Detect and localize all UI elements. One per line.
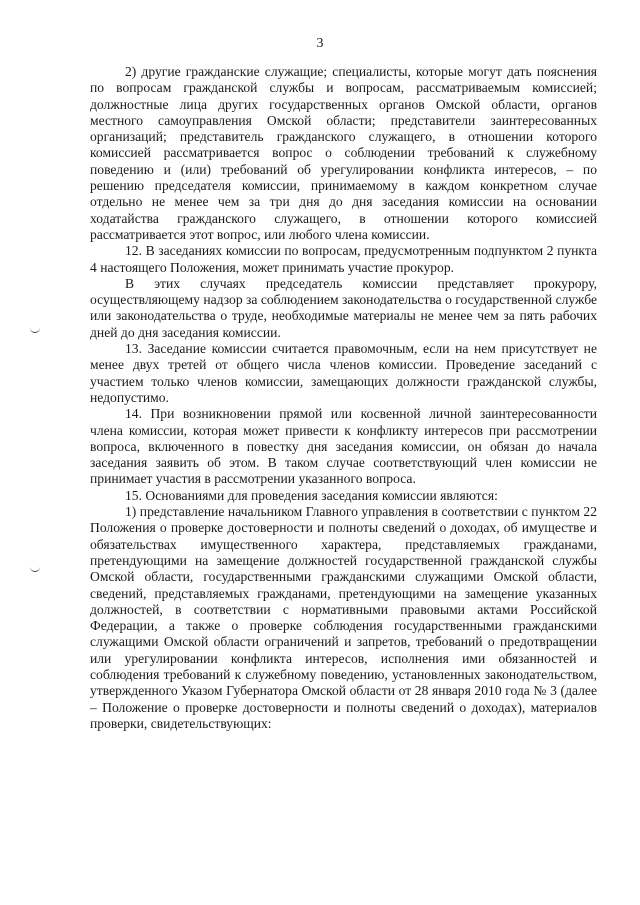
document-body xyxy=(90,64,597,732)
paragraph-12-prosecutor: 12. В заседаниях комиссии по вопросам, предусмотренным подпунктом 2 пункта 4 настоящего Положения, может принимать участие прокурор. xyxy=(90,243,597,275)
paragraph-14-conflict-of-interest: 14. При возникновении прямой или косвенной личной заинтересованности члена комиссии, которая может привести к конфликту интересов при рассмотрении вопроса, включенного в повестку дня заседания комиссии, он обязан до начала заседания заявить об этом. В таком случае соответствующий член комиссии не принимает участия в рассмотрении указанного вопроса. xyxy=(90,406,597,487)
binding-hole-mark xyxy=(30,566,40,572)
paragraph-chair-submits-materials: В этих случаях председатель комиссии представляет прокурору, осуществляющему надзор за соблюдением законодательства о государственной службе или законодательства о труде, необходимые материалы не менее чем за пять рабочих дней до дня заседания комиссии. xyxy=(90,275,597,340)
page-number: 3 xyxy=(316,36,324,51)
binding-hole-mark xyxy=(30,327,40,333)
paragraph-other-civil-servants: 2) другие гражданские служащие; специалисты, которые могут дать пояснения по вопросам гражданской службы и вопросам, рассматриваемым комиссией; должностные лица других государственных органов Омской области, органов местного самоуправления Омской области; представители заинтересованных организаций; представитель гражданского служащего, в отношении которого комиссией рассматривается вопрос о соблюдении требований к служебному поведению и (или) требований об урегулировании конфликта интересов, – по решению председателя комиссии, принимаемому в каждом конкретном случае отдельно не менее чем за три дня до дня заседания комиссии на основании ходатайства гражданского служащего, в отношении которого комиссией рассматривается этот вопрос, или любого члена комиссии. xyxy=(90,64,597,242)
paragraph-15-1-submission: 1) представление начальником Главного управления в соответствии с пунктом 22 Положения о проверке достоверности и полноты сведений о доходах, об имуществе и обязательствах имущественного характера, представляемых гражданами, претендующими на замещение должностей государственной гражданской службы Омской области, государственными гражданскими служащими Омской области, сведений, представляемых гражданами, претендующими на замещение указанных должностей, в соответствии с нормативными правовыми актами Российской Федерации, а также о проверке соблюдения государственными гражданскими служащими Омской области ограничений и запретов, требований о предотвращении или урегулировании конфликта интересов, исполнения ими обязанностей и соблюдения требований к служебному поведению, установленных законодательством, утвержденного Указом Губернатора Омской области от 28 января 2010 года № 3 (далее – Положение о проверке достоверности и полноты сведений о доходах), материалов проверки, свидетельствующих: xyxy=(90,504,597,731)
paragraph-13-quorum: 13. Заседание комиссии считается правомочным, если на нем присутствует не менее двух третей от общего числа членов комиссии. Проведение заседаний с участием только членов комиссии, замещающих должности гражданской службы, недопустимо. xyxy=(90,341,597,405)
paragraph-15-grounds: 15. Основаниями для проведения заседания комиссии являются: xyxy=(125,487,498,503)
